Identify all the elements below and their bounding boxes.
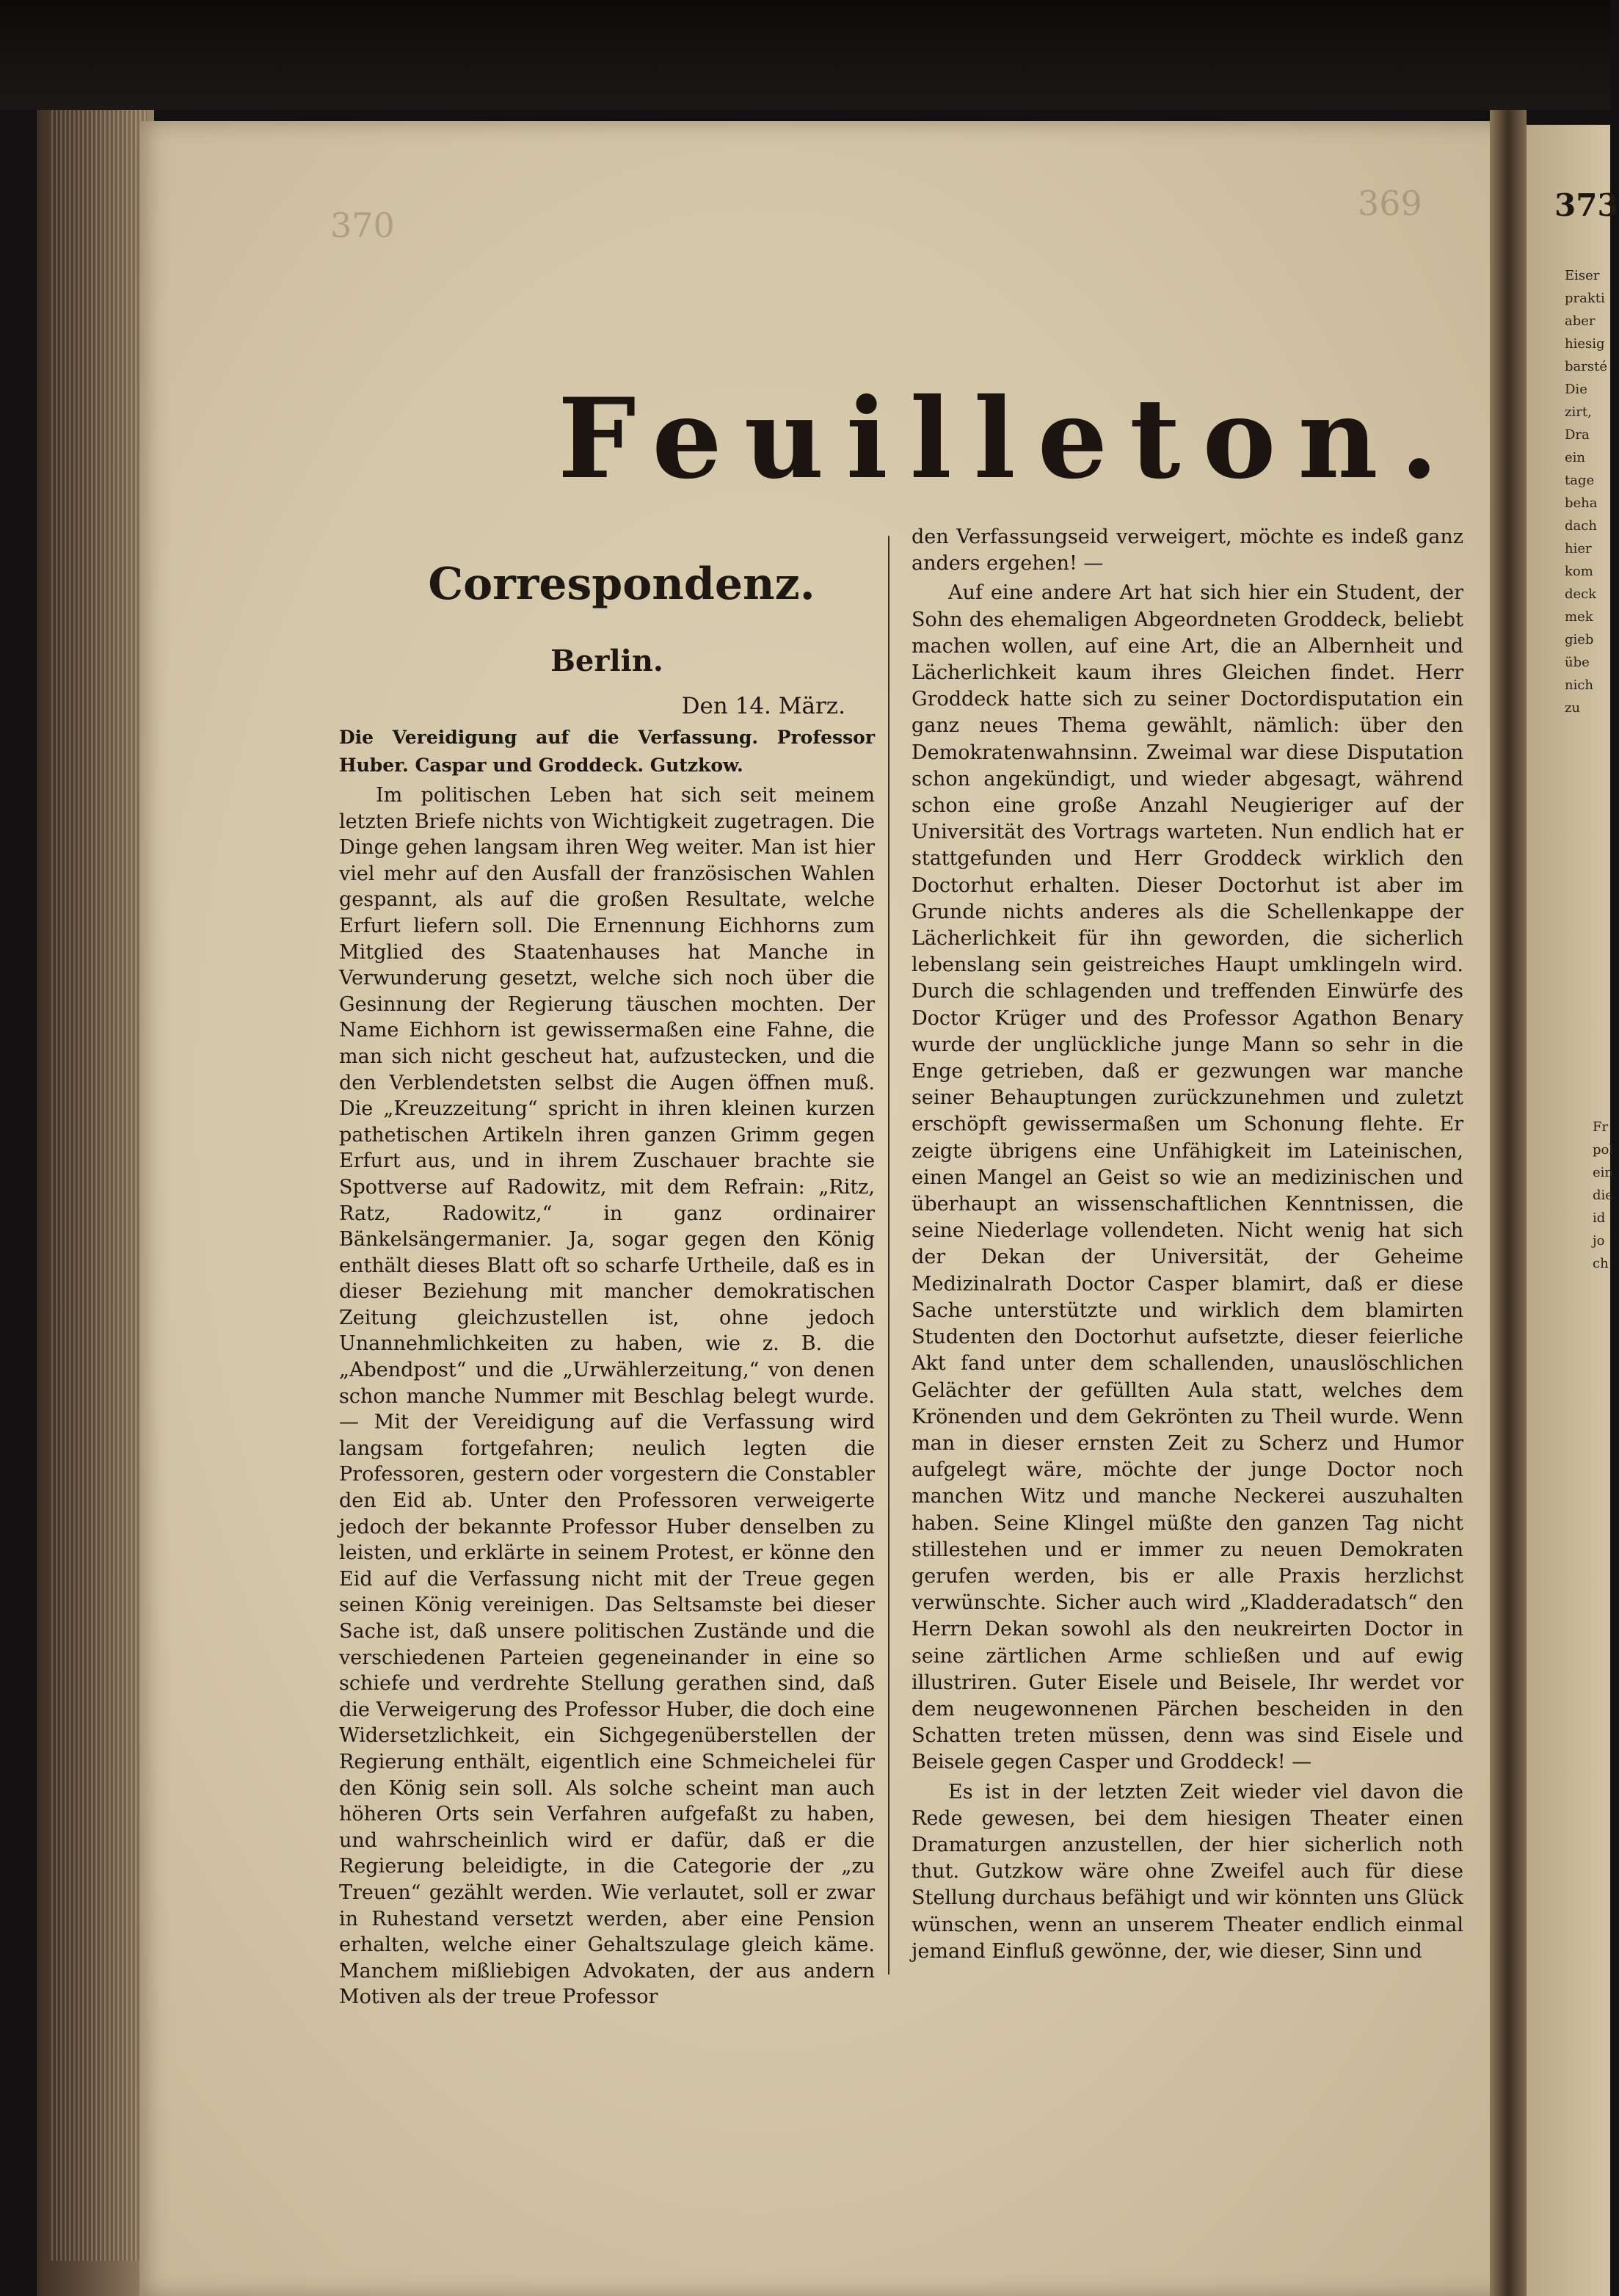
fragment-line: jo — [1593, 1233, 1605, 1249]
book-gutter — [1490, 110, 1527, 2296]
fragment-line: die — [1593, 1188, 1613, 1203]
bleed-through-page-number-right: 369 — [1358, 184, 1422, 223]
fragment-line: prakti — [1565, 291, 1605, 306]
fragment-line: beha — [1565, 495, 1598, 511]
dateline-city: Berlin. — [550, 644, 663, 678]
dateline-date: Den 14. März. — [681, 693, 845, 719]
article-paragraph: Es ist in der letzten Zeit wieder viel davon die Rede gewesen, bei dem hiesigen Theater einen Dramaturgen anzustellen, der hier sicherlich noth thut. Gutzkow wäre ohne Zweifel auch für diese Stellung durchaus befähigt und wir könnten uns Glück wünschen, wenn an unserem Theater endlich einmal jemand Einfluß gewönne, der, wie dieser, Sinn und — [912, 1780, 1463, 1963]
fragment-line: aber — [1565, 313, 1596, 329]
fragment-line: barsté — [1565, 359, 1607, 374]
fragment-line: dach — [1565, 518, 1597, 534]
fragment-line: deck — [1565, 586, 1597, 602]
page-edges — [51, 110, 147, 2261]
fragment-line: Die — [1565, 382, 1587, 397]
fragment-line: nich — [1565, 677, 1594, 693]
right-page-fragments-lower — [1593, 1116, 1614, 1275]
section-title: Correspondenz. — [428, 559, 815, 610]
fragment-line: hiesig — [1565, 336, 1605, 352]
article-paragraph: Auf eine andere Art hat sich hier ein Student, der Sohn des ehemaligen Abgeordneten Groddeck, beliebt machen wollen, auf eine Art, die an Albernheit und Lächerlichkeit kaum ihres Gleichen findet. Herr Groddeck hatte sich zu seiner Doctordisputation ein ganz neues Thema gewählt, nämlich: über den Demokratenwahnsinn. Zweimal war diese Disputation schon angekündigt, und wieder abgesagt, während schon eine große Anzahl Neugieriger auf der Universität des Vortrags warteten. Nun endlich hat er stattgefunden und Herr Groddeck wirklich den Doctorhut erhalten. Dieser Doctorhut ist aber im Grunde nichts anderes als die Schellenkappe der Lächerlichkeit für ihn geworden, die sicherlich lebenslang sein geistreiches Haupt umklingeln wird. Durch die schlagenden und treffenden Einwürfe des Doctor Krüger und des Professor Agathon Benary wurde der unglückliche junge Mann so sehr in die Enge getrieben, daß er gezwungen war manche seiner Behauptungen zurückzunehmen und zuletzt erschöpft gewissermaßen um Schonung flehte. Er zeigte übrigens eine Unfähigkeit im Lateinischen, einen Mangel an Geist so wie an medizinischen und überhaupt an wissenschaftlichen Kenntnissen, die seine Niederlage vollendeten. Nicht wenig hat sich der Dekan der Universität, der Geheime Medizinalrath Doctor Casper blamirt, daß er diese Sache unterstützte und wirklich dem blamirten Studenten den Doctorhut aufsetzte, dieser feierliche Akt fand unter dem schallenden, unauslöschlichen Gelächter der gefüllten Aula statt, welches dem Krönenden und dem Gekrönten zu Theil wurde. Wenn man in dieser ernsten Zeit zu Scherz und Humor aufgelegt wäre, möchte der junge Doctor noch manchen Witz und manche Neckerei auszuhalten haben. Seine Klingel müßte den ganzen Tag nicht stillestehen und er immer zu neuen Demokraten gerufen werden, bis er alle Praxis herzlichst verwünschte. Sicher auch wird „Kladderadatsch“ den Herrn Dekan sowohl als den neukreirten Doctor in seine zärtlichen Arme schließen und auf ewig illustriren. Guter Eisele und Beisele, Ihr werdet vor dem neugewonnenen Pärchen bescheiden in den Schatten treten müssen, denn was sind Eisele und Beisele gegen Casper und Groddeck! — — [912, 581, 1463, 1774]
fragment-line: id — [1593, 1210, 1606, 1226]
fragment-line: tage — [1565, 473, 1595, 488]
article-paragraph: Im politischen Leben hat sich seit meinem letzten Briefe nichts von Wichtigkeit zugetragen. Die Dinge gehen langsam ihren Weg weiter. Man ist hier viel mehr auf den Ausfall der französischen Wahlen gespannt, als auf die großen Resultate, welche Erfurt liefern soll. Die Ernennung Eichhorns zum Mitglied des Staatenhauses hat Manche in Verwunderung gesetzt, welche sich noch über die Gesinnung der Regierung täuschen mochten. Der Name Eichhorn ist gewissermaßen eine Fahne, die man sich nicht gescheut hat, aufzustecken, und die den Verblendetsten selbst die Augen öffnen muß. Die „Kreuzzeitung“ spricht in ihren kleinen kurzen pathetischen Artikeln ihren ganzen Grimm gegen Erfurt aus, und in ihrem Zuschauer brachte sie Spottverse auf Radowitz, mit dem Refrain: „Ritz, Ratz, Radowitz,“ in ganz ordinairer Bänkelsängermanier. Ja, sogar gegen den König enthält dieses Blatt oft so scharfe Urtheile, daß es in dieser Beziehung mit mancher demokratischen Zeitung gleichzustellen ist, ohne jedoch Unannehmlichkeiten zu haben, wie z. B. die „Abendpost“ und die „Urwählerzeitung,“ von denen schon manche Nummer mit Beschlag belegt wurde. — Mit der Vereidigung auf die Verfassung wird langsam fortgefahren; neulich legten die Professoren, gestern oder vorgestern die Constabler den Eid ab. Unter den Professoren verweigerte jedoch der bekannte Professor Huber denselben zu leisten, und erklärte in seinem Protest, er könne den Eid auf die Verfassung nicht mit der Treue gegen seinen König vereinigen. Das Seltsamste bei dieser Sache ist, daß unsere politischen Zustände und die verschiedenen Parteien gegeneinander in eine so schiefe und verdrehte Stellung gerathen sind, daß die Verweigerung des Professor Huber, die doch eine Widersetzlichkeit, ein Sichgegenüberstellen der Regierung enthält, eigentlich eine Schmeichelei für den König sein soll. Als solche scheint man auch höheren Orts sein Verfahren aufgefaßt zu haben, und wahrscheinlich wird er dafür, daß er die Regierung beleidigte, in die Categorie der „zu Treuen“ gezählt werden. Wie verlautet, soll er zwar in Ruhestand versetzt werden, aber eine Pension erhalten, welche einer Gehaltszulage gleich käme. Manchem mißliebigen Advokaten, der aus andern Motiven als der treue Professor — [339, 784, 875, 2009]
left-column — [339, 555, 875, 2010]
right-page-fragments — [1565, 264, 1609, 719]
bleed-through-page-number-left: 370 — [330, 206, 395, 245]
fragment-line: mek — [1565, 609, 1593, 625]
fragment-line: pol — [1593, 1142, 1614, 1158]
fragment-line: zu — [1565, 700, 1581, 716]
fragment-line: ch — [1593, 1256, 1609, 1271]
fragment-line: Eiser — [1565, 268, 1600, 283]
fragment-line: hier — [1565, 541, 1592, 556]
article-paragraph: den Verfassungseid verweigert, möchte es indeß ganz anders ergehen! — — [912, 526, 1463, 575]
article-summary: Die Vereidigung auf die Verfassung. Professor Huber. Caspar und Groddeck. Gutzkow. — [339, 727, 875, 776]
column-divider — [888, 536, 889, 1975]
fragment-line: Fr — [1593, 1119, 1609, 1135]
fragment-line: übe — [1565, 655, 1590, 670]
book-cover-top — [0, 0, 1610, 110]
fragment-line: ein — [1565, 450, 1586, 465]
fragment-line: ein — [1593, 1165, 1614, 1180]
right-column — [912, 521, 1463, 1965]
feuilleton-heading: Feuilleton. — [558, 374, 1460, 504]
fragment-line: Dra — [1565, 427, 1590, 443]
fragment-line: kom — [1565, 564, 1593, 579]
fragment-line: gieb — [1565, 632, 1594, 647]
fragment-line: zirt, — [1565, 404, 1592, 420]
page-number: 373 — [1554, 187, 1619, 223]
